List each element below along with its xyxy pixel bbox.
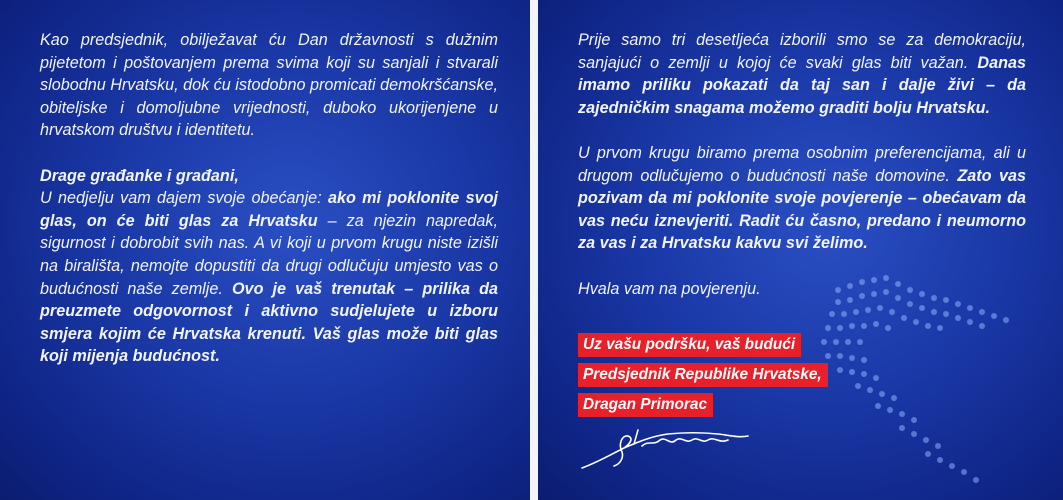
sign-line-3: Dragan Primorac: [578, 393, 713, 417]
right-text: [578, 29, 1026, 323]
promise-text: – za njezin napredak, sigurnost i dobrobit svih nas. A vi koji u prvom krugu niste izišli na birališta, nemojte dopustiti da drugi odlučuju umjesto vas o budućnosti naše zemlje.: [40, 211, 498, 298]
democracy-bold: Danas imamo priliku pokazati da taj san i dalje živi – da zajedničkim snagama možemo graditi bolju Hrvatsku.: [578, 53, 1026, 117]
signature-block: [578, 333, 828, 423]
right-paragraph-2: [578, 142, 1026, 255]
trust-bold: Zato vas pozivam da mi poklonite svoje povjerenje – obećavam da vas neću iznevjeriti. Radit ću časno, predano i neumorno za vas i za Hrvatsku kakvu svi želimo.: [578, 166, 1026, 253]
promise-intro: U nedjelju vam dajem svoje obećanje:: [40, 189, 328, 208]
promise-bold: ako mi poklonite svoj glas, on će biti glas za Hrvatsku: [40, 189, 498, 230]
left-text: [40, 29, 498, 391]
left-panel: [0, 0, 530, 500]
right-paragraph-1: [578, 29, 1026, 119]
greeting: Drage građanke i građani,: [40, 166, 239, 185]
right-panel: [538, 0, 1063, 500]
left-paragraph-2: [40, 165, 498, 368]
signature-icon: [578, 418, 778, 478]
page-divider: [530, 0, 538, 500]
sign-line-1: Uz vašu podršku, vaš budući: [578, 333, 801, 357]
call-to-action: Ovo je vaš trenutak – prilika da preuzmete odgovornost i aktivno sudjelujete u izboru smjera kojim će Hrvatska krenuti. Vaš glas može biti glas koji mijenja budućnost.: [40, 279, 498, 366]
rounds-text: U prvom krugu biramo prema osobnim preferencijama, ali u drugom odlučujemo o budućnosti naše domovine.: [578, 143, 1026, 185]
thanks-text: Hvala vam na povjerenju.: [578, 279, 761, 298]
left-paragraph-1: Kao predsjednik, obilježavat ću Dan državnosti s dužnim pijetetom i poštovanjem prema svima koji su sanjali i stvarali slobodnu Hrvatsku, dok ću istodobno promicati demokršćanske, obiteljske i domoljubne vrijednosti, duboko ukorijenjene u hrvatskom društvu i identitetu.: [40, 31, 498, 140]
democracy-text: Prije samo tri desetljeća izborili smo se za demokraciju, sanjajući o zemlji u kojoj će svaki glas biti važan.: [578, 31, 1026, 72]
sign-line-2: Predsjednik Republike Hrvatske,: [578, 363, 828, 387]
